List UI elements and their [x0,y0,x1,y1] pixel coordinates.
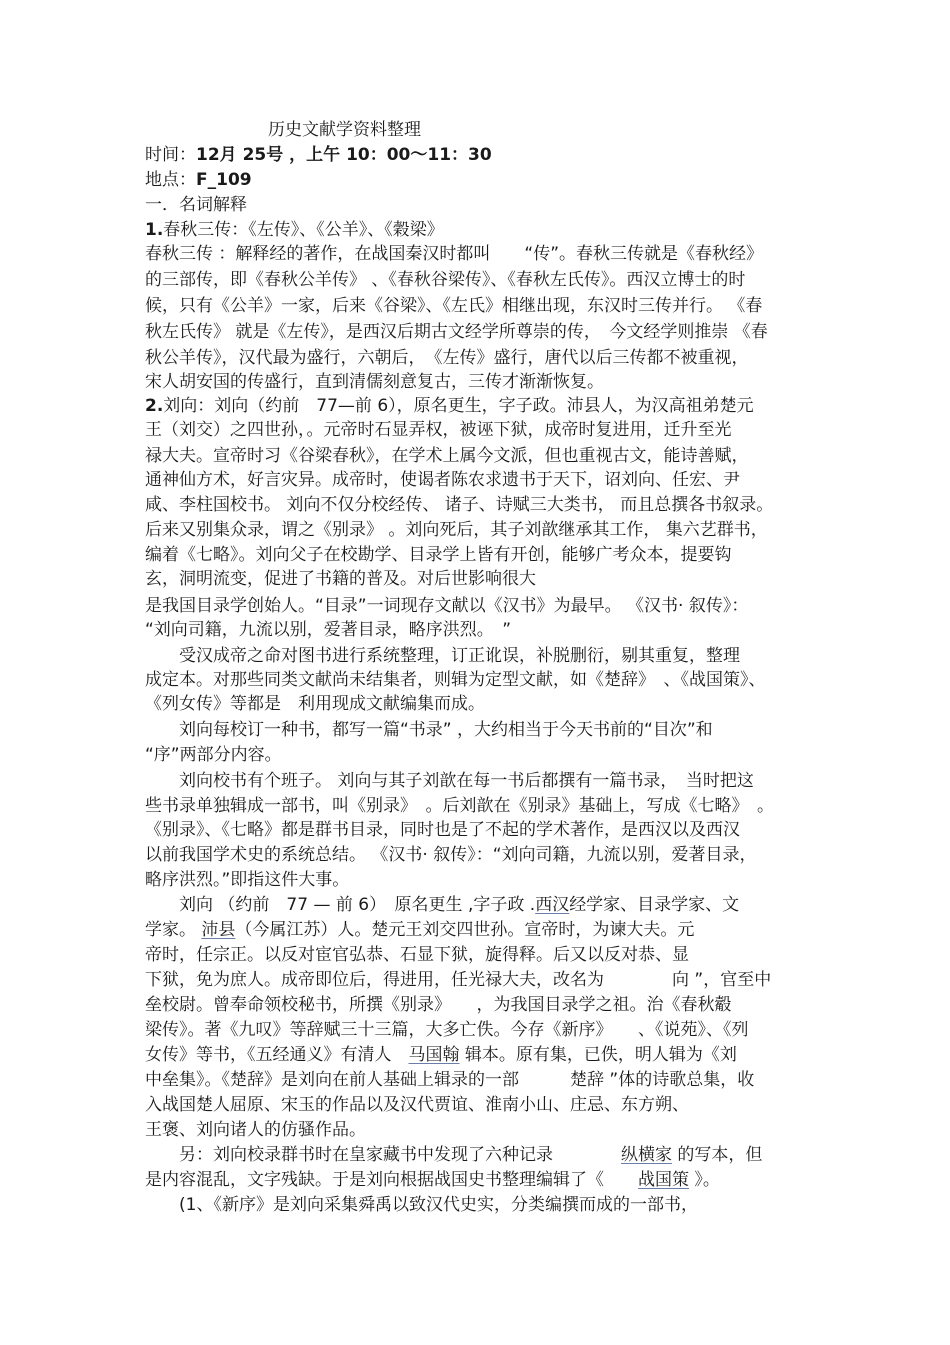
item2-line: 王（刘交）之四世孙，。元帝时石显弄权，被诬下狱，成帝时复进用，迁升至光 [145,420,732,440]
bio-text: 学家。 [145,920,202,940]
bio-text: 辑本。原有集，已佚，明人辑为《刘 [459,1045,737,1065]
bio-line: 入战国楚人屈原、宋玉的作品以及汉代贾谊、淮南小山、庄忌、东方朔、 [145,1095,689,1115]
item2-line: 是我国目录学创始人。“目录”一词现存文献以《汉书》为最早。 《汉书· 叙传》： [145,596,749,616]
item2-line: 编着《七略》。刘向父子在校勘学、目录学上皆有开创，能够广考众本，提要钩 [145,545,732,565]
bio-line: 梁传》。著《九叹》等辞赋三十三篇，大多亡佚。今存《新序》 、《说苑》、《列 [145,1020,749,1040]
bio-line [145,918,694,942]
bio-text: 女传》等书，《五经通义》有清人 [145,1045,409,1065]
bio-line: 帝时，任宗正。以反对宦官弘恭、石显下狱，旋得释。后又以反对恭、显 [145,945,689,965]
item2-line: 刘向每校订一种书，都写一篇“书录” ，大约相当于今天书前的“目次”和 [145,720,713,740]
item1-number: 1. [145,220,164,240]
other-line [145,1168,720,1192]
item1-line: 宋人胡安国的传盛行，直到清儒刻意复古，三传才渐渐恢复。 [145,372,604,392]
link-zonghengjia[interactable]: 纵横家 [621,1145,672,1165]
link-zhanguoce[interactable]: 战国策 [638,1170,689,1190]
time-value: 12月 25号 ，上午 10：00～11：30 [196,145,492,165]
item2-line: 《列女传》等都是 利用现成文献编集而成。 [145,694,485,714]
bio-line [145,1043,737,1067]
bio-text: （今属江苏）人。楚元王刘交四世孙。宣帝时，为谏大夫。元 [235,920,695,940]
item1-line: 的三部传，即《春秋公羊传》 、《春秋谷梁传》、《春秋左氏传》。西汉立博士的时 [145,270,746,290]
bio-line: 垒校尉。曾奉命领校秘书，所撰《别录》 ，为我国目录学之祖。治《春秋觳 [145,995,732,1015]
item2-line: 通神仙方术，好言灾异。成帝时，使谒者陈农求遗书于天下，诏刘向、任宏、尹 [145,470,740,490]
bio-text: 经学家、目录学家、文 [569,895,740,915]
item2-line: 后来又别集众录，谓之《别录》 。刘向死后，其子刘歆继承其工作， 集六艺群书， [145,520,768,540]
item2-line: 咸、李柱国校书。 刘向不仅分校经传、 诸子、诗赋三大类书， 而且总撰各书叙录。 [145,495,774,515]
other-text: 》。 [689,1170,720,1190]
item1-line: 秋公羊传》，汉代最为盛行，六朝后， 《左传》盛行，唐代以后三传都不被重视， [145,348,749,368]
item2-line: 玄，洞明流变，促进了书籍的普及。对后世影响很大 [145,569,536,589]
item2-line: 刘向校书有个班子。 刘向与其子刘歆在每一书后都撰有一篇书录， 当时把这 [145,771,754,791]
item2-line: 些书录单独辑成一部书，叫《别录》 。后刘歆在《别录》基础上，写成《七略》 。 [145,796,774,816]
link-peixian[interactable]: 沛县 [201,920,236,940]
item2-first-line [145,394,754,418]
place-label: 地点： [145,170,196,190]
time-line [145,143,492,167]
bio-line [145,893,739,917]
link-maguohan[interactable]: 马国翰 [408,1045,460,1065]
other-line [145,1143,762,1167]
document-title: 历史文献学资料整理 [268,120,421,140]
item1-heading [145,218,444,242]
time-label: 时间： [145,145,196,165]
section-heading: 一．名词解释 [145,195,247,215]
bio-text: 刘向 （约前 77 — 前 6） 原名更生 ,字子政 . [145,895,536,915]
item2-line: “刘向司籍，九流以别，爱著目录，略序洪烈。 ” [145,620,512,640]
item2-number: 2. [145,396,164,416]
item2-line: “序”两部分内容。 [145,745,282,765]
item2-intro: 刘向：刘向（约前 77—前 6），原名更生，字子政。沛县人，为汉高祖弟楚元 [163,396,754,416]
item2-line: 受汉成帝之命对图书进行系统整理，订正讹误，补脱删衍，剔其重复，整理 [145,646,740,666]
bio-line: 下狱，免为庶人。成帝即位后，得进用，任光禄大夫，改名为 向 ”，官至中 [145,970,772,990]
last-line: (1、《新序》是刘向采集舜禹以致汉代史实，分类编撰而成的一部书， [145,1195,698,1215]
item1-title: 春秋三传：《左传》、《公羊》、《穀梁》 [163,220,444,240]
item2-line: 以前我国学术史的系统总结。 《汉书· 叙传》：“刘向司籍，九流以别，爱著目录， [145,845,757,865]
item2-line: 禄大夫。宣帝时习《谷梁春秋》，在学术上属今文派，但也重视古文，能诗善赋， [145,446,749,466]
bio-line: 王褒、刘向诸人的仿骚作品。 [145,1120,366,1140]
place-line [145,168,252,192]
item2-line: 《别录》、《七略》都是群书目录，同时也是了不起的学术著作，是西汉以及西汉 [145,820,740,840]
place-value: F_109 [196,170,252,190]
item2-line: 略序洪烈。”即指这件大事。 [145,870,350,890]
other-text: 是内容混乱，文字残缺。于是刘向根据战国史书整理编辑了《 [145,1170,638,1190]
item1-line: 候，只有《公羊》一家，后来《谷梁》、《左氏》相继出现，东汉时三传并行。 《春 [145,296,763,316]
other-text: 另：刘向校录群书时在皇家藏书中发现了六种记录 [145,1145,621,1165]
item2-line: 成定本。对那些同类文献尚未结集者，则辑为定型文献，如《楚辞》 、《战国策》、 [145,670,766,690]
link-xihan[interactable]: 西汉 [535,895,570,915]
item1-line: 春秋三传 ：解释经的著作，在战国秦汉时都叫 “传”。春秋三传就是《春秋经》 [145,244,764,264]
item1-line: 秋左氏传》 就是《左传》，是西汉后期古文经学所尊崇的传， 今文经学则推崇 《春 [145,322,768,342]
bio-line: 中垒集》。《楚辞》是刘向在前人基础上辑录的一部 楚辞 ”体的诗歌总集，收 [145,1070,755,1090]
other-text: 的写本，但 [672,1145,763,1165]
